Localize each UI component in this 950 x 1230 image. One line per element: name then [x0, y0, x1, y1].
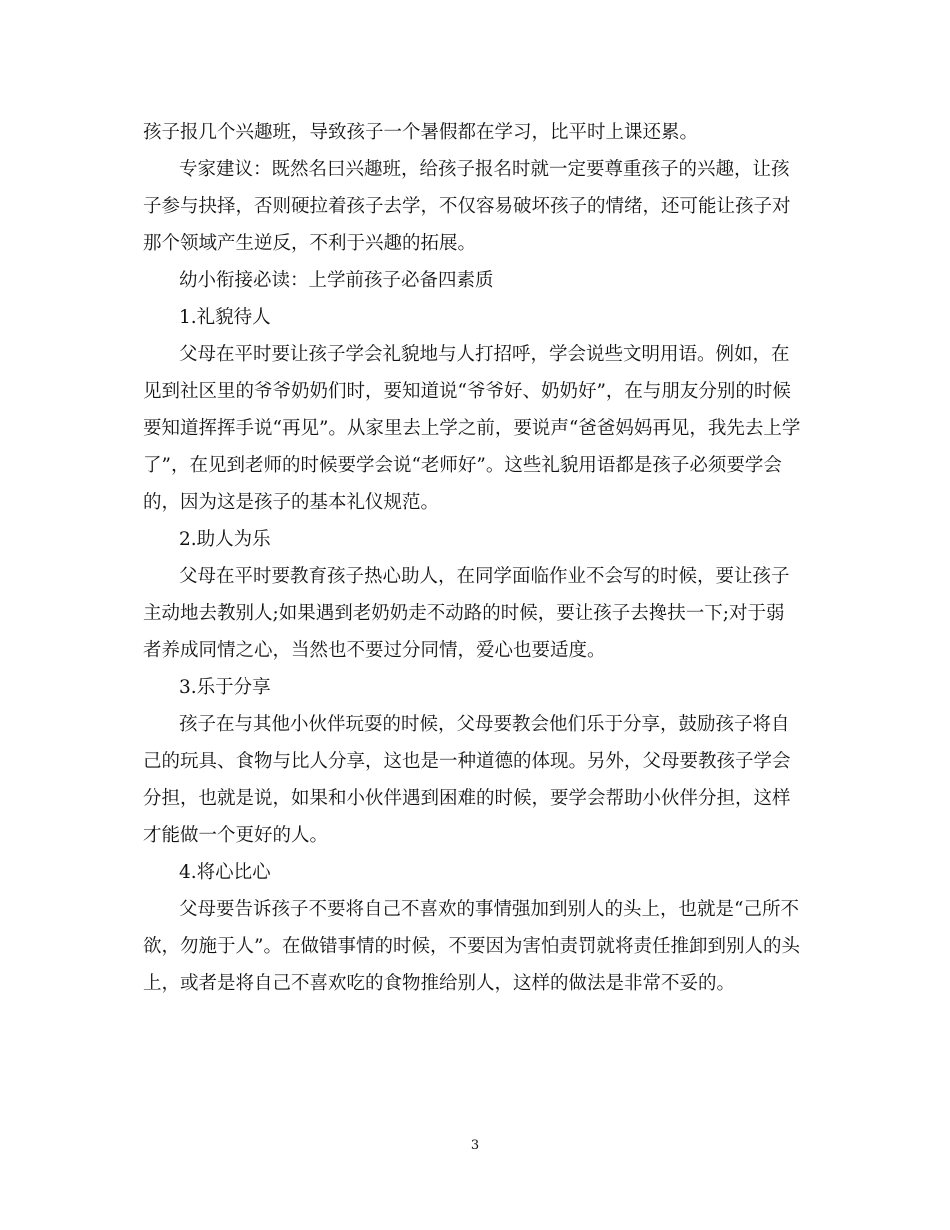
text-line: 父母要告诉孩子不要将自己不喜欢的事情强加到别人的头上，也就是“己所不: [179, 899, 799, 920]
section-heading: 2.助人为乐: [179, 529, 271, 550]
text-line: 上，或者是将自己不喜欢吃的食物推给别人，这样的做法是非常不妥的。: [143, 973, 736, 994]
section-heading: 幼小衔接必读：上学前孩子必备四素质: [179, 270, 494, 291]
text-line: 要知道挥挥手说“再见”。从家里去上学之前，要说声“爸爸妈妈再见，我先去上学: [143, 418, 801, 439]
text-line: 才能做一个更好的人。: [143, 825, 329, 846]
text-line: 那个领域产生逆反，不利于兴趣的拓展。: [143, 233, 477, 254]
text-line: 父母在平时要让孩子学会礼貌地与人打招呼，学会说些文明用语。例如，在: [179, 344, 790, 365]
text-line: 分担，也就是说，如果和小伙伴遇到困难的时候，要学会帮助小伙伴分担，这样: [143, 788, 791, 809]
text-line: 父母在平时要教育孩子热心助人，在同学面临作业不会写的时候，要让孩子: [179, 566, 790, 587]
body-text: [143, 114, 813, 1002]
text-line: 的，因为这是孩子的基本礼仪规范。: [143, 492, 440, 513]
text-line: 了”，在见到老师的时候要学会说“老师好”。这些礼貌用语都是孩子必须要学会: [143, 455, 782, 476]
text-line: 子参与抉择，否则硬拉着孩子去学，不仅容易破坏孩子的情绪，还可能让孩子对: [143, 196, 791, 217]
text-line: 见到社区里的爷爷奶奶们时，要知道说“爷爷好、奶奶好”，在与朋友分别的时候: [143, 381, 791, 402]
text-line: 者养成同情之心，当然也不要过分同情，爱心也要适度。: [143, 640, 606, 661]
text-line: 专家建议：既然名曰兴趣班，给孩子报名时就一定要尊重孩子的兴趣，让孩: [179, 159, 790, 180]
section-heading: 4.将心比心: [179, 862, 271, 883]
section-heading: 3.乐于分享: [179, 677, 271, 698]
section-heading: 1.礼貌待人: [179, 307, 271, 328]
text-line: 欲，勿施于人”。在做错事情的时候，不要因为害怕责罚就将责任推卸到别人的头: [143, 936, 800, 957]
text-line: 己的玩具、食物与比人分享，这也是一种道德的体现。另外，父母要教孩子学会: [143, 751, 791, 772]
page-number: 3: [470, 1138, 480, 1153]
text-line: 孩子在与其他小伙伴玩耍的时候，父母要教会他们乐于分享，鼓励孩子将自: [179, 714, 790, 735]
text-line: 主动地去教别人;如果遇到老奶奶走不动路的时候，要让孩子去搀扶一下;对于弱: [143, 603, 785, 624]
text-line: 孩子报几个兴趣班，导致孩子一个暑假都在学习，比平时上课还累。: [143, 122, 699, 143]
